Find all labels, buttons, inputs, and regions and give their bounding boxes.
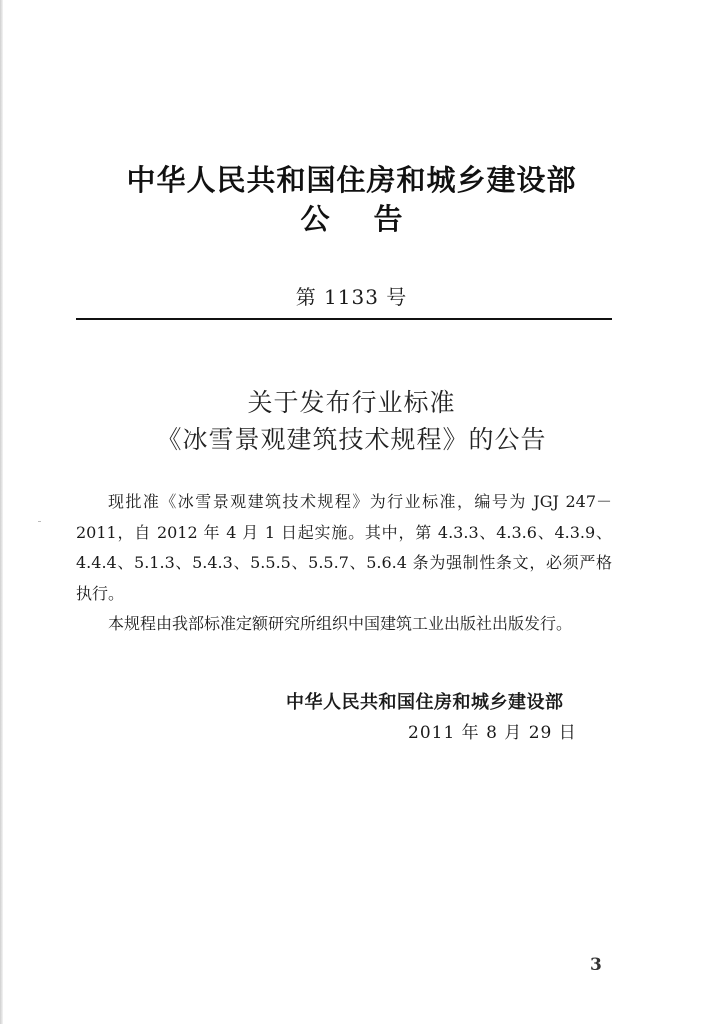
body-paragraph-1: 现批准《冰雪景观建筑技术规程》为行业标准，编号为 JGJ 247－2011，自 2012 年 4 月 1 日起实施。其中，第 4.3.3、4.3.6、4.3.9、4.4.4、5.1.3、5.4.3、5.5.5、5.5.7、5.6.4 条为强制性条文，必须严格执行。 (76, 492, 612, 603)
divider-rule (76, 318, 612, 320)
page-number: 3 (590, 955, 602, 975)
document-number: 第 1133 号 (295, 285, 408, 309)
body-paragraph-2: 本规程由我部标准定额研究所组织中国建筑工业出版社出版发行。 (108, 614, 573, 633)
ministry-title: 中华人民共和国住房和城乡建设部 (126, 163, 577, 197)
scan-speck (38, 521, 41, 522)
signature-organization: 中华人民共和国住房和城乡建设部 (286, 692, 564, 713)
signature-date: 2011 年 8 月 29 日 (408, 723, 577, 743)
page-spine-edge (0, 0, 3, 1024)
announcement-title: 公告 (300, 202, 447, 236)
subject-line-2: 《冰雪景观建筑技术规程》的公告 (156, 425, 547, 454)
subject-line-1: 关于发布行业标准 (247, 388, 456, 417)
